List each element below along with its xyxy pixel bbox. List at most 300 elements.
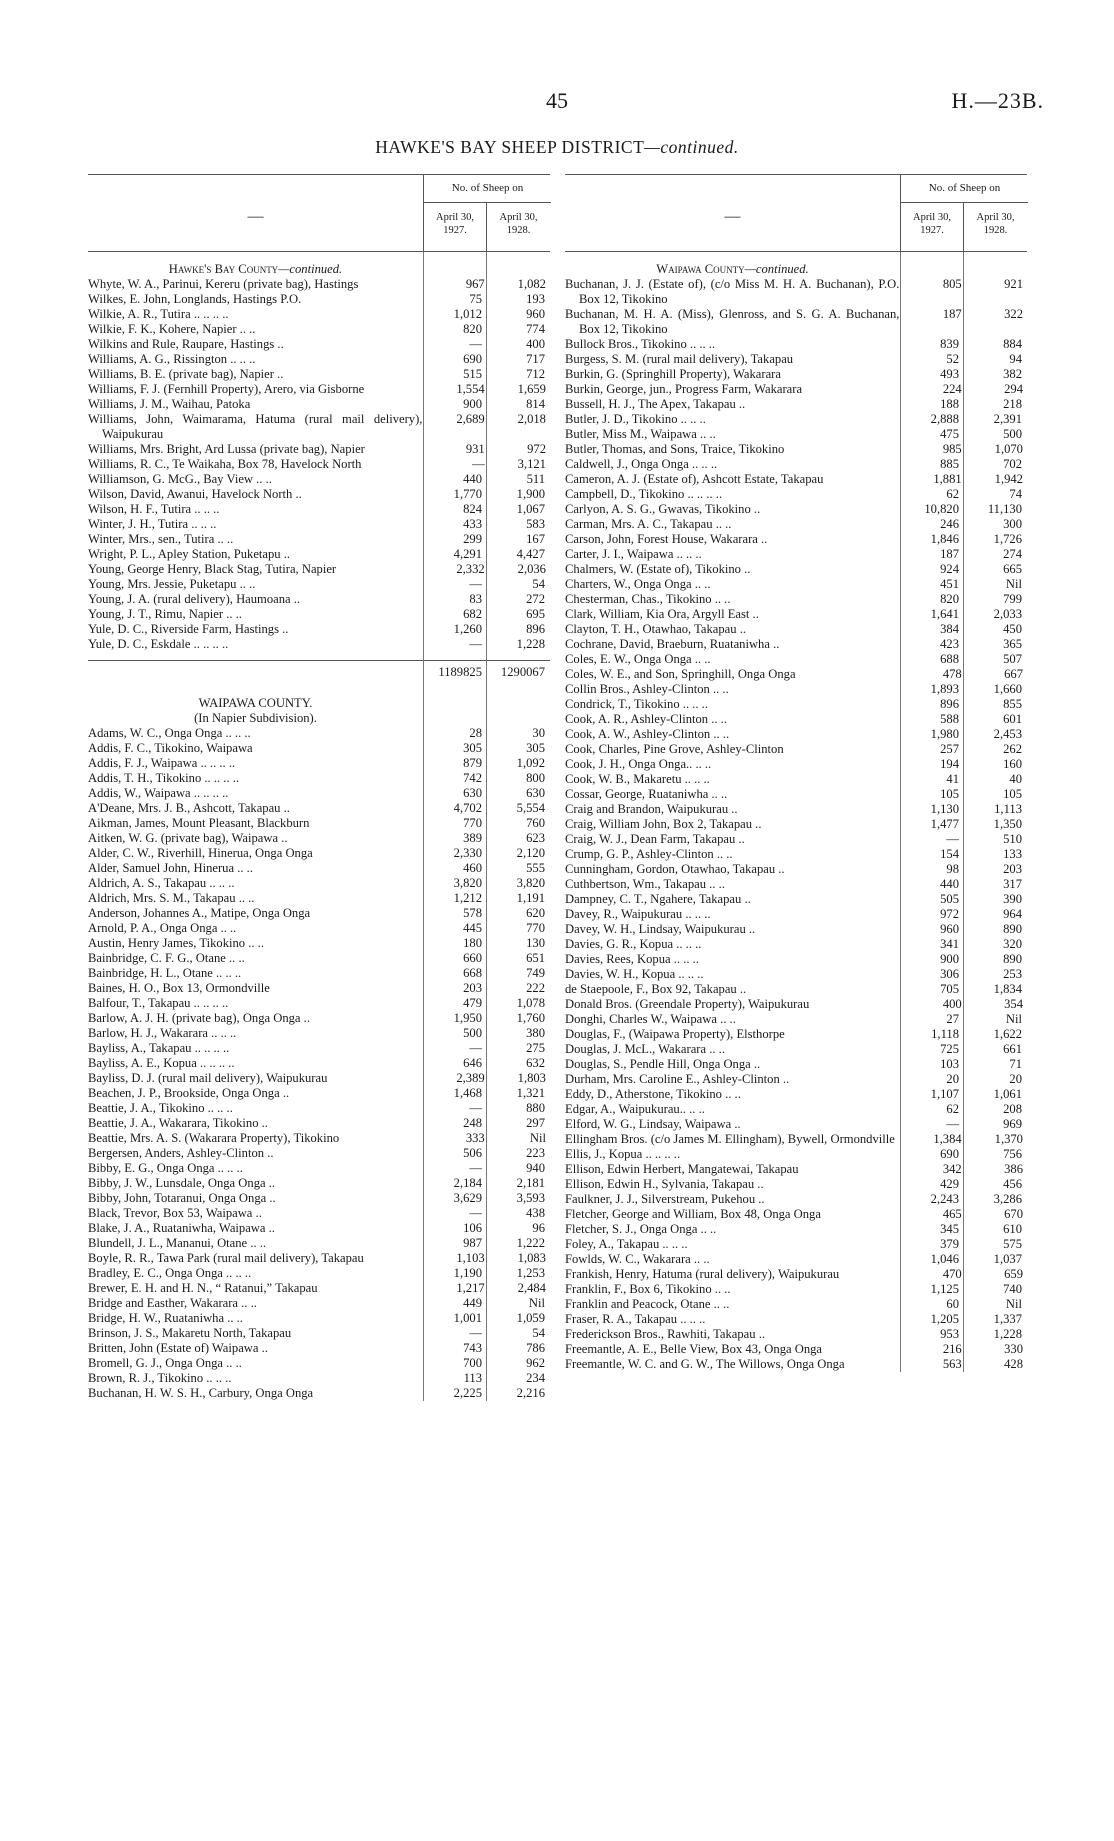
table-row xyxy=(565,607,1027,622)
sheep-1928: Nil xyxy=(1005,1297,1022,1311)
sheep-1928: 940 xyxy=(526,1161,545,1175)
sheep-1927: 389 xyxy=(463,831,482,845)
table-row xyxy=(88,457,550,472)
table-row xyxy=(88,1266,550,1281)
sheep-1928: 272 xyxy=(526,592,545,606)
holder-name: Carson, John, Forest House, Wakarara .. xyxy=(565,532,768,546)
sheep-1927: 1,881 xyxy=(933,472,962,486)
table-row xyxy=(565,877,1027,892)
sheep-1927: 1,103 xyxy=(456,1251,485,1265)
col-1928-header: April 30, 1928. xyxy=(976,212,1015,236)
holder-name: Burkin, G. (Springhill Property), Wakarara xyxy=(565,367,781,381)
sheep-1927: 470 xyxy=(942,1267,962,1281)
table-row xyxy=(565,442,1027,457)
sheep-1927: 216 xyxy=(942,1342,962,1356)
table-row xyxy=(88,517,550,532)
sheep-1927: 515 xyxy=(463,367,482,381)
table-row xyxy=(88,1386,550,1401)
holder-name: Foley, A., Takapau .. .. .. xyxy=(565,1237,688,1251)
sheep-1928: 1,082 xyxy=(517,277,546,291)
sheep-1928: 438 xyxy=(526,1206,545,1220)
holder-name: Bayliss, A., Takapau .. .. .. .. xyxy=(88,1041,230,1055)
sheep-1927: 1,001 xyxy=(453,1311,482,1325)
table-row xyxy=(88,1341,550,1356)
holder-name: Franklin, F., Box 6, Tikokino .. .. xyxy=(565,1282,731,1296)
sheep-1928: 1,337 xyxy=(993,1312,1022,1326)
sheep-1927: 743 xyxy=(463,1341,482,1355)
table-header-left xyxy=(88,174,550,252)
holder-name: Clark, William, Kia Ora, Argyll East .. xyxy=(565,607,759,621)
sheep-1928: 223 xyxy=(526,1146,545,1160)
sheep-1928: 712 xyxy=(526,367,545,381)
sheep-1927: 154 xyxy=(940,847,959,861)
table-row xyxy=(88,816,550,831)
sheep-1927: — xyxy=(469,637,482,651)
table-row xyxy=(88,786,550,801)
holder-name: Wilkins and Rule, Raupare, Hastings .. xyxy=(88,337,284,351)
total-1927: 1189825 xyxy=(438,665,482,679)
holder-name: Franklin and Peacock, Otane .. .. xyxy=(565,1297,730,1311)
sheep-1927: — xyxy=(946,1117,959,1131)
holder-name: Williams, Mrs. Bright, Ard Lussa (private bag), Napier xyxy=(88,442,365,456)
sheep-1928: 1,370 xyxy=(994,1132,1023,1146)
sheep-1928: 921 xyxy=(1004,277,1023,291)
sheep-1927: 690 xyxy=(463,352,482,366)
sheep-1928: 651 xyxy=(526,951,545,965)
table-row xyxy=(88,472,550,487)
sheep-1927: 985 xyxy=(942,442,962,456)
sheep-1928: 884 xyxy=(1003,337,1022,351)
table-row xyxy=(565,1222,1027,1237)
sheep-1928: 670 xyxy=(1004,1207,1023,1221)
sheep-1927: 306 xyxy=(940,967,959,981)
table-row xyxy=(565,472,1027,487)
holder-name: Barlow, H. J., Wakarara .. .. .. xyxy=(88,1026,237,1040)
holder-name: Williams, John, Waimarama, Hatuma (rural mail delivery), Waipukurau xyxy=(88,412,423,441)
table-row xyxy=(88,1056,550,1071)
table-row xyxy=(88,906,550,921)
table-row xyxy=(565,802,1027,817)
sheep-1927: 1,012 xyxy=(453,307,482,321)
sheep-1928: Nil xyxy=(1005,1012,1022,1026)
table-row xyxy=(88,307,550,322)
sheep-1927: 333 xyxy=(465,1131,485,1145)
sheep-1927: 1,468 xyxy=(453,1086,482,1100)
table-row xyxy=(88,442,550,457)
sheep-1928: 96 xyxy=(532,1221,545,1235)
sheep-1927: 345 xyxy=(940,1222,959,1236)
holder-name: Alder, C. W., Riverhill, Hinerua, Onga Onga xyxy=(88,846,313,860)
table-row xyxy=(88,562,550,577)
table-row xyxy=(565,1162,1027,1177)
sheep-1927: 1,212 xyxy=(453,891,482,905)
holder-name: Yule, D. C., Eskdale .. .. .. .. xyxy=(88,637,229,651)
sheep-1928: 1,253 xyxy=(516,1266,545,1280)
holder-name: Wright, P. L., Apley Station, Puketapu .. xyxy=(88,547,291,561)
table-row xyxy=(565,352,1027,367)
sheep-1928: 1,321 xyxy=(516,1086,545,1100)
sheep-1928: 1,622 xyxy=(993,1027,1022,1041)
table-row xyxy=(88,936,550,951)
table-row xyxy=(88,292,550,307)
holder-name: Aldrich, A. S., Takapau .. .. .. xyxy=(88,876,235,890)
table-row xyxy=(565,502,1027,517)
sheep-1927: 203 xyxy=(463,981,482,995)
table-row xyxy=(88,1086,550,1101)
sheep-1928: 218 xyxy=(1003,397,1022,411)
table-row xyxy=(88,487,550,502)
holder-name: Brinson, J. S., Makaretu North, Takapau xyxy=(88,1326,292,1340)
table-row xyxy=(565,382,1027,397)
sheep-1927: 1,641 xyxy=(930,607,959,621)
holder-name: Arnold, P. A., Onga Onga .. .. xyxy=(88,921,237,935)
sheep-1928: 2,181 xyxy=(516,1176,545,1190)
holder-name: Boyle, R. R., Tawa Park (rural mail delivery), Takapau xyxy=(88,1251,364,1265)
table-row xyxy=(88,622,550,637)
sheep-1928: 601 xyxy=(1003,712,1022,726)
table-row xyxy=(565,412,1027,427)
table-row xyxy=(565,997,1027,1012)
holder-name: Charters, W., Onga Onga .. .. xyxy=(565,577,711,591)
table-row xyxy=(88,592,550,607)
sheep-1928: 234 xyxy=(526,1371,545,1385)
sheep-1927: 987 xyxy=(463,1236,482,1250)
holder-name: Young, Mrs. Jessie, Puketapu .. .. xyxy=(88,577,256,591)
holder-name: Cuthbertson, Wm., Takapau .. .. xyxy=(565,877,725,891)
holder-name: Bibby, John, Totaranui, Onga Onga .. xyxy=(88,1191,276,1205)
table-row xyxy=(565,1102,1027,1117)
sheep-1928: 297 xyxy=(526,1116,545,1130)
table-row xyxy=(565,1087,1027,1102)
holder-name: Clayton, T. H., Otawhao, Takapau .. xyxy=(565,622,746,636)
sheep-1928: 632 xyxy=(526,1056,545,1070)
sheep-1927: 506 xyxy=(463,1146,482,1160)
sheep-1927: 451 xyxy=(940,577,959,591)
sheep-1928: 880 xyxy=(526,1101,545,1115)
table-row xyxy=(565,367,1027,382)
table-row xyxy=(88,891,550,906)
holder-name: Beattie, J. A., Tikokino .. .. .. xyxy=(88,1101,233,1115)
table-row xyxy=(565,727,1027,742)
section-title: Hawke's Bay County xyxy=(168,262,279,276)
table-row xyxy=(88,1131,550,1146)
table-row xyxy=(88,1371,550,1386)
table-row xyxy=(565,787,1027,802)
sheep-1927: 440 xyxy=(940,877,959,891)
sheep-1927: 1,384 xyxy=(933,1132,962,1146)
holder-name: Winter, Mrs., sen., Tutira .. .. xyxy=(88,532,234,546)
holder-name: Beachen, J. P., Brookside, Onga Onga .. xyxy=(88,1086,290,1100)
sheep-1927: 660 xyxy=(463,951,482,965)
holder-name: Butler, Miss M., Waipawa .. .. xyxy=(565,427,716,441)
table-row xyxy=(565,487,1027,502)
holder-name: Edgar, A., Waipukurau.. .. .. xyxy=(565,1102,705,1116)
sheep-1927: 449 xyxy=(463,1296,482,1310)
sheep-1928: 2,120 xyxy=(516,846,545,860)
sheep-1927: 429 xyxy=(940,1177,959,1191)
sheep-1928: 962 xyxy=(526,1356,545,1370)
table-row xyxy=(88,981,550,996)
sheep-1927: 106 xyxy=(463,1221,482,1235)
sheep-1928: Nil xyxy=(528,1296,545,1310)
sheep-1927: 578 xyxy=(463,906,482,920)
table-row xyxy=(565,562,1027,577)
sheep-1927: 805 xyxy=(942,277,962,291)
sheep-1927: 2,332 xyxy=(456,562,485,576)
sheep-1927: 682 xyxy=(463,607,482,621)
holder-name: Bussell, H. J., The Apex, Takapau .. xyxy=(565,397,746,411)
table-row xyxy=(88,1176,550,1191)
sheep-1927: 187 xyxy=(942,307,962,321)
sheep-1928: 896 xyxy=(526,622,545,636)
table-row xyxy=(565,967,1027,982)
sheep-1927: — xyxy=(469,1041,482,1055)
sheep-1927: 688 xyxy=(940,652,959,666)
sheep-count-header xyxy=(900,175,1028,251)
sheep-1928: 450 xyxy=(1003,622,1022,636)
table-row xyxy=(565,277,1027,307)
sheep-1927: 224 xyxy=(942,382,962,396)
table-row xyxy=(565,1027,1027,1042)
section-suffix: —continued. xyxy=(278,262,343,276)
header-dash: — xyxy=(724,208,741,225)
holder-name: Cameron, A. J. (Estate of), Ashcott Estate, Takapau xyxy=(565,472,824,486)
sheep-1928: 2,018 xyxy=(517,412,546,426)
sheep-1927: — xyxy=(472,457,485,471)
holder-name: Alder, Samuel John, Hinerua .. .. xyxy=(88,861,253,875)
holder-name: Williams, F. J. (Fernhill Property), Arero, via Gisborne xyxy=(88,382,365,396)
sheep-1927: 2,243 xyxy=(930,1192,959,1206)
sheep-1928: 317 xyxy=(1003,877,1022,891)
sheep-1928: 428 xyxy=(1004,1357,1023,1371)
holder-name: Addis, W., Waipawa .. .. .. .. xyxy=(88,786,229,800)
table-row xyxy=(88,1311,550,1326)
sheep-1927: 705 xyxy=(940,982,959,996)
holder-name: Cook, A. R., Ashley-Clinton .. .. xyxy=(565,712,727,726)
sheep-1928: 1,092 xyxy=(516,756,545,770)
holder-name: A'Deane, Mrs. J. B., Ashcott, Takapau .. xyxy=(88,801,290,815)
header-dash: — xyxy=(247,208,264,225)
holder-name: Cunningham, Gordon, Otawhao, Takapau .. xyxy=(565,862,785,876)
holder-name: Freemantle, W. C. and G. W., The Willows, Onga Onga xyxy=(565,1357,845,1371)
sheep-1928: 380 xyxy=(526,1026,545,1040)
section-title: Waipawa County xyxy=(656,262,745,276)
holder-name: Cochrane, David, Braeburn, Ruataniwha .. xyxy=(565,637,780,651)
holder-name: Buchanan, M. H. A. (Miss), Glenross, and S. G. A. Buchanan, Box 12, Tikokino xyxy=(565,307,900,336)
sheep-1928: 294 xyxy=(1004,382,1023,396)
table-row xyxy=(88,412,550,442)
sheep-1927: 493 xyxy=(940,367,959,381)
sheep-1927: 1,846 xyxy=(930,532,959,546)
holder-name: Addis, F. C., Tikokino, Waipawa xyxy=(88,741,253,755)
table-row xyxy=(88,726,550,741)
holder-name: Blundell, J. L., Mananui, Otane .. .. xyxy=(88,1236,267,1250)
table-row xyxy=(88,1116,550,1131)
holder-name: Addis, T. H., Tikokino .. .. .. .. xyxy=(88,771,240,785)
sheep-1927: 384 xyxy=(940,622,959,636)
sheep-1928: 222 xyxy=(526,981,545,995)
sheep-1927: 1,893 xyxy=(930,682,959,696)
sheep-1928: 1,070 xyxy=(994,442,1023,456)
sheep-1927: 820 xyxy=(940,592,959,606)
holder-name: Young, J. A. (rural delivery), Haumoana .. xyxy=(88,592,301,606)
table-row xyxy=(565,1072,1027,1087)
sheep-1928: 54 xyxy=(532,1326,545,1340)
table-row xyxy=(88,1236,550,1251)
holder-name: Butler, J. D., Tikokino .. .. .. xyxy=(565,412,706,426)
section-heading xyxy=(565,262,900,277)
holder-name: Baines, H. O., Box 13, Ormondville xyxy=(88,981,270,995)
holder-name: Ellison, Edwin H., Sylvania, Takapau .. xyxy=(565,1177,764,1191)
county-heading: WAIPAWA COUNTY. xyxy=(198,696,313,710)
holder-name: Davey, R., Waipukurau .. .. .. xyxy=(565,907,711,921)
sheep-1927: 379 xyxy=(940,1237,959,1251)
table-row xyxy=(565,952,1027,967)
sheep-1928: 40 xyxy=(1009,772,1022,786)
sheep-1928: 661 xyxy=(1003,1042,1022,1056)
sheep-1927: 305 xyxy=(463,741,482,755)
sheep-1927: 588 xyxy=(940,712,959,726)
sheep-1927: 342 xyxy=(942,1162,962,1176)
sheep-1927: 465 xyxy=(942,1207,962,1221)
table-row xyxy=(88,966,550,981)
sheep-1927: 62 xyxy=(946,1102,959,1116)
sheep-1928: 322 xyxy=(1004,307,1023,321)
holder-name: Frankish, Henry, Hatuma (rural delivery), Waipukurau xyxy=(565,1267,840,1281)
sheep-1928: 855 xyxy=(1003,697,1022,711)
holder-name: Freemantle, A. E., Belle View, Box 43, Onga Onga xyxy=(565,1342,823,1356)
table-row xyxy=(88,1191,550,1206)
county-subheading: (In Napier Subdivision). xyxy=(194,711,317,725)
sheep-1928: 1,222 xyxy=(516,1236,545,1250)
sheep-1927: 931 xyxy=(465,442,485,456)
table-row xyxy=(565,742,1027,757)
holder-name: Chesterman, Chas., Tikokino .. .. xyxy=(565,592,731,606)
table-row xyxy=(88,337,550,352)
document-code: H.—23B. xyxy=(951,88,1044,113)
sheep-1928: 386 xyxy=(1004,1162,1023,1176)
sheep-1927: — xyxy=(469,1206,482,1220)
group-label: No. of Sheep on xyxy=(901,175,1028,203)
holder-name: Buchanan, J. J. (Estate of), (c/o Miss M. H. A. Buchanan), P.O. Box 12, Tikokino xyxy=(565,277,900,306)
holder-name: Cook, J. H., Onga Onga.. .. .. xyxy=(565,757,712,771)
holder-name: Cook, W. B., Makaretu .. .. .. xyxy=(565,772,710,786)
sheep-1928: 203 xyxy=(1003,862,1022,876)
sheep-1928: 1,659 xyxy=(517,382,546,396)
holder-name: Buchanan, H. W. S. H., Carbury, Onga Onga xyxy=(88,1386,314,1400)
holder-name: Blake, J. A., Ruataniwha, Waipawa .. xyxy=(88,1221,275,1235)
sheep-1928: 770 xyxy=(526,921,545,935)
sheep-1927: 1,205 xyxy=(930,1312,959,1326)
table-row xyxy=(88,367,550,382)
holder-name: Burkin, George, jun., Progress Farm, Wakarara xyxy=(565,382,803,396)
table-row xyxy=(88,1206,550,1221)
holder-name: Ellingham Bros. (c/o James M. Ellingham), Bywell, Ormondville xyxy=(565,1132,895,1146)
table-row xyxy=(565,1042,1027,1057)
holder-name: Fraser, R. A., Takapau .. .. .. xyxy=(565,1312,706,1326)
sheep-1927: 967 xyxy=(465,277,485,291)
holder-name: Elford, W. G., Lindsay, Waipawa .. xyxy=(565,1117,741,1131)
holder-name: Collin Bros., Ashley-Clinton .. .. xyxy=(565,682,729,696)
holder-name: Austin, Henry James, Tikokino .. .. xyxy=(88,936,264,950)
sheep-1928: 695 xyxy=(526,607,545,621)
sheep-1927: 3,820 xyxy=(453,876,482,890)
sheep-1928: Nil xyxy=(529,1131,546,1145)
table-row xyxy=(565,427,1027,442)
col-1928-header: April 30, 1928. xyxy=(499,212,538,236)
sheep-1928: 756 xyxy=(1003,1147,1022,1161)
table-row xyxy=(565,1357,1027,1372)
table-row xyxy=(88,637,550,652)
col-1927-header: April 30, 1927. xyxy=(901,203,964,251)
sheep-1928: 575 xyxy=(1003,1237,1022,1251)
table-row xyxy=(565,1267,1027,1282)
table-row xyxy=(565,637,1027,652)
sheep-1927: 41 xyxy=(946,772,959,786)
holder-name: Brown, R. J., Tikokino .. .. .. xyxy=(88,1371,232,1385)
right-table-body xyxy=(565,252,1027,1372)
sheep-1927: 248 xyxy=(463,1116,482,1130)
sheep-1927: 4,702 xyxy=(453,801,482,815)
sheep-1928: 890 xyxy=(1003,952,1022,966)
sheep-1927: 896 xyxy=(940,697,959,711)
holder-name: Fowlds, W. C., Wakarara .. .. xyxy=(565,1252,710,1266)
table-row xyxy=(88,352,550,367)
holder-name: Carman, Mrs. A. C., Takapau .. .. xyxy=(565,517,732,531)
sheep-1927: 3,629 xyxy=(453,1191,482,1205)
holder-name: Dampney, C. T., Ngahere, Takapau .. xyxy=(565,892,751,906)
sheep-1928: 1,942 xyxy=(994,472,1023,486)
sheep-1928: 105 xyxy=(1003,787,1022,801)
sheep-1927: 900 xyxy=(463,397,482,411)
sheep-1927: 180 xyxy=(463,936,482,950)
sheep-1927: 1,477 xyxy=(930,817,959,831)
sheep-1927: 341 xyxy=(940,937,959,951)
table-row xyxy=(88,1101,550,1116)
holder-name: Craig, William John, Box 2, Takapau .. xyxy=(565,817,762,831)
table-row xyxy=(88,1281,550,1296)
table-row xyxy=(88,547,550,562)
sheep-1928: 510 xyxy=(1003,832,1022,846)
sheep-1928: 3,286 xyxy=(993,1192,1022,1206)
sheep-1928: 814 xyxy=(526,397,545,411)
sheep-1928: 1,726 xyxy=(993,532,1022,546)
table-row xyxy=(88,1296,550,1311)
sheep-1927: 445 xyxy=(463,921,482,935)
holder-name: Crump, G. P., Ashley-Clinton .. .. xyxy=(565,847,733,861)
holder-name: Black, Trevor, Box 53, Waipawa .. xyxy=(88,1206,262,1220)
holder-name: Beattie, J. A., Wakarara, Tikokino .. xyxy=(88,1116,268,1130)
table-row xyxy=(88,1011,550,1026)
sheep-1928: 2,216 xyxy=(516,1386,545,1400)
table-row xyxy=(88,756,550,771)
holder-name: Frederickson Bros., Rawhiti, Takapau .. xyxy=(565,1327,765,1341)
sheep-1928: 800 xyxy=(526,771,545,785)
holder-name: Williams, A. G., Rissington .. .. .. xyxy=(88,352,256,366)
sheep-1928: 4,427 xyxy=(516,547,545,561)
table-row xyxy=(565,1342,1027,1357)
sheep-1927: — xyxy=(469,337,482,351)
sheep-1927: 2,389 xyxy=(456,1071,485,1085)
sheep-1928: 2,484 xyxy=(517,1281,546,1295)
table-row xyxy=(565,1192,1027,1207)
sheep-1927: 924 xyxy=(940,562,959,576)
sheep-1927: 770 xyxy=(463,816,482,830)
sheep-1927: 478 xyxy=(942,667,962,681)
sheep-1927: 433 xyxy=(463,517,482,531)
table-row xyxy=(88,532,550,547)
sheep-1927: — xyxy=(946,832,959,846)
